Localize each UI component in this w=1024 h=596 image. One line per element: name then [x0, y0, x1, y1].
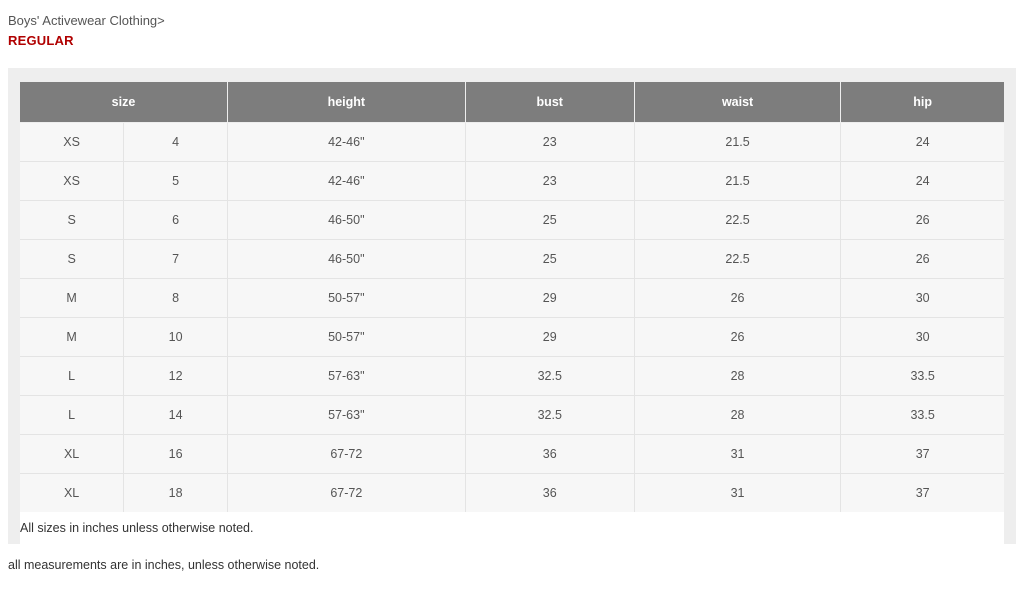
cell-waist: 31 [634, 435, 840, 474]
cell-height: 57-63" [227, 357, 465, 396]
cell-hip: 30 [841, 318, 1004, 357]
cell-bust: 32.5 [465, 396, 634, 435]
cell-hip: 26 [841, 240, 1004, 279]
table-note: All sizes in inches unless otherwise noted. [20, 512, 1004, 544]
footer-note: all measurements are in inches, unless otherwise noted. [8, 558, 320, 572]
cell-waist: 26 [634, 279, 840, 318]
cell-height: 46-50" [227, 240, 465, 279]
cell-size-number: 6 [124, 201, 228, 240]
cell-size-number: 7 [124, 240, 228, 279]
cell-height: 46-50" [227, 201, 465, 240]
table-row [20, 357, 1004, 396]
breadcrumb[interactable]: Boys' Activewear Clothing> [8, 13, 165, 28]
cell-bust: 36 [465, 435, 634, 474]
cell-waist: 21.5 [634, 162, 840, 201]
cell-bust: 25 [465, 240, 634, 279]
cell-size-number: 10 [124, 318, 228, 357]
cell-size-number: 14 [124, 396, 228, 435]
table-row [20, 123, 1004, 162]
cell-height: 50-57" [227, 318, 465, 357]
cell-waist: 28 [634, 396, 840, 435]
table-row [20, 201, 1004, 240]
cell-hip: 33.5 [841, 357, 1004, 396]
page-title: REGULAR [8, 33, 74, 48]
cell-size: XL [20, 474, 124, 513]
cell-height: 50-57" [227, 279, 465, 318]
cell-size: S [20, 201, 124, 240]
cell-size: L [20, 396, 124, 435]
cell-size: S [20, 240, 124, 279]
cell-waist: 22.5 [634, 240, 840, 279]
cell-hip: 30 [841, 279, 1004, 318]
table-row [20, 474, 1004, 513]
cell-size-number: 18 [124, 474, 228, 513]
cell-size-number: 8 [124, 279, 228, 318]
cell-waist: 22.5 [634, 201, 840, 240]
cell-hip: 24 [841, 162, 1004, 201]
cell-bust: 23 [465, 162, 634, 201]
size-chart-panel [8, 68, 1016, 544]
table-row [20, 162, 1004, 201]
cell-height: 67-72 [227, 435, 465, 474]
cell-size: L [20, 357, 124, 396]
column-header-hip: hip [841, 82, 1004, 123]
cell-size-number: 16 [124, 435, 228, 474]
cell-height: 42-46" [227, 123, 465, 162]
cell-size: XL [20, 435, 124, 474]
table-row [20, 318, 1004, 357]
cell-hip: 37 [841, 435, 1004, 474]
cell-hip: 33.5 [841, 396, 1004, 435]
cell-bust: 32.5 [465, 357, 634, 396]
cell-bust: 36 [465, 474, 634, 513]
cell-hip: 37 [841, 474, 1004, 513]
cell-size-number: 5 [124, 162, 228, 201]
table-row [20, 396, 1004, 435]
cell-hip: 26 [841, 201, 1004, 240]
cell-waist: 21.5 [634, 123, 840, 162]
cell-size-number: 4 [124, 123, 228, 162]
cell-size: XS [20, 162, 124, 201]
size-chart-table [20, 82, 1004, 512]
cell-height: 67-72 [227, 474, 465, 513]
table-body [20, 123, 1004, 513]
table-header-row [20, 82, 1004, 123]
cell-bust: 23 [465, 123, 634, 162]
cell-waist: 31 [634, 474, 840, 513]
cell-bust: 29 [465, 279, 634, 318]
cell-bust: 25 [465, 201, 634, 240]
cell-size-number: 12 [124, 357, 228, 396]
column-header-size: size [20, 82, 227, 123]
table-header [20, 82, 1004, 123]
cell-size: M [20, 318, 124, 357]
cell-size: M [20, 279, 124, 318]
column-header-bust: bust [465, 82, 634, 123]
cell-waist: 28 [634, 357, 840, 396]
table-row [20, 279, 1004, 318]
cell-height: 42-46" [227, 162, 465, 201]
cell-size: XS [20, 123, 124, 162]
table-row [20, 435, 1004, 474]
cell-hip: 24 [841, 123, 1004, 162]
cell-waist: 26 [634, 318, 840, 357]
cell-bust: 29 [465, 318, 634, 357]
column-header-height: height [227, 82, 465, 123]
column-header-waist: waist [634, 82, 840, 123]
table-row [20, 240, 1004, 279]
cell-height: 57-63" [227, 396, 465, 435]
